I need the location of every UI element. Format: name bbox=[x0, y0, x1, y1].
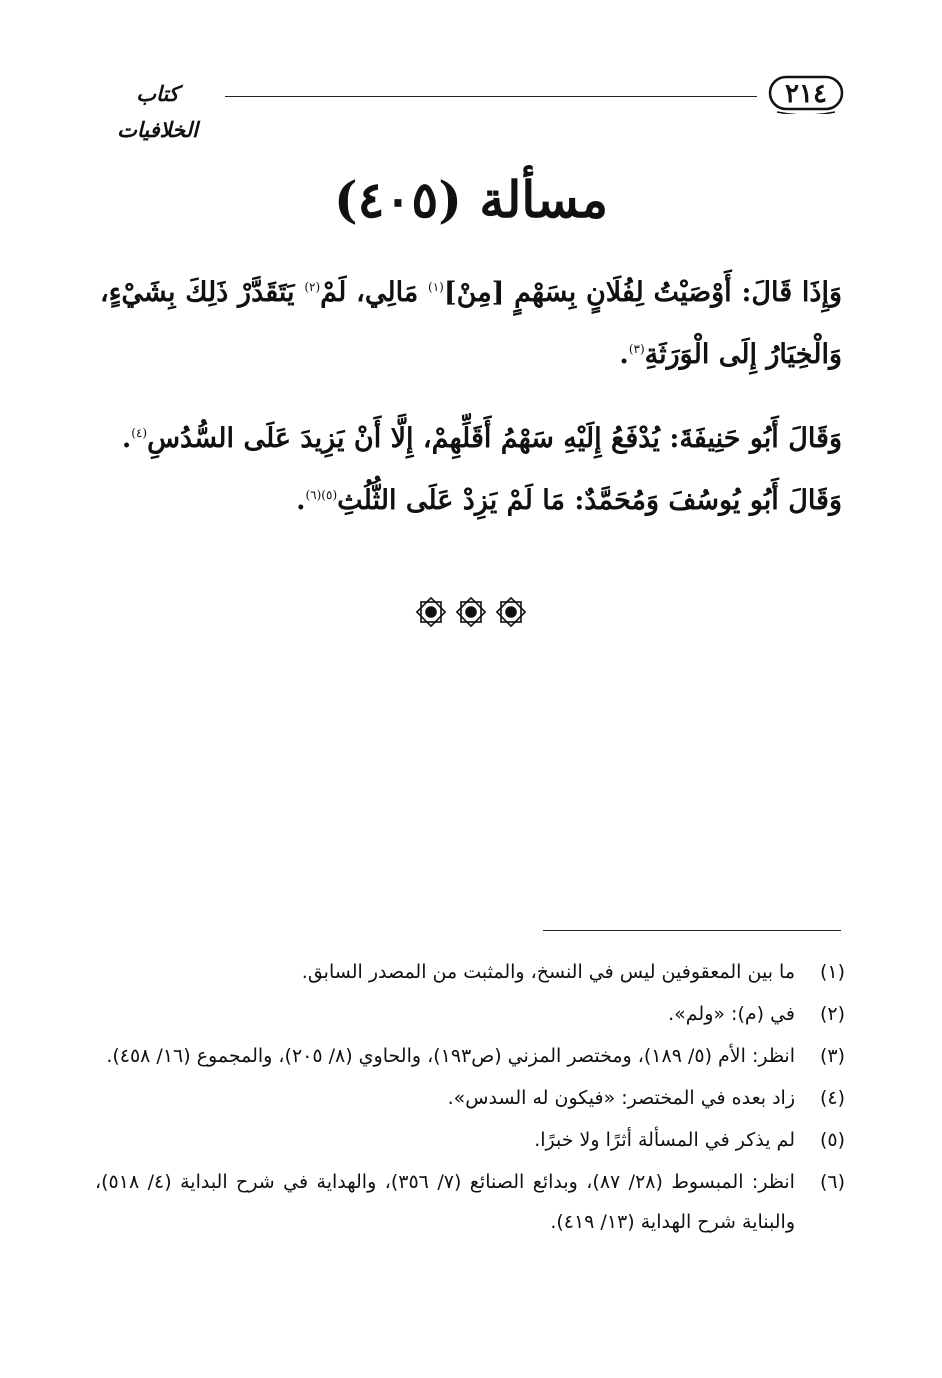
footnote-number: (٢) bbox=[819, 1003, 845, 1025]
issue-title: مسألة (٤٠٥) bbox=[334, 170, 608, 229]
footnote-ref-2[interactable]: (٢) bbox=[304, 280, 321, 294]
page-header bbox=[95, 72, 845, 142]
footnote-ref-3[interactable]: (٣) bbox=[628, 342, 645, 356]
footnote-number: (١) bbox=[819, 961, 845, 983]
footnote-ref-5[interactable]: (٥) bbox=[321, 488, 338, 502]
footnote-item bbox=[95, 1078, 845, 1118]
footnote-item bbox=[95, 1162, 845, 1242]
footnote-separator bbox=[543, 930, 841, 931]
main-text-segment: . bbox=[121, 423, 132, 454]
footnote-item bbox=[95, 1120, 845, 1160]
header-rule bbox=[225, 96, 757, 97]
page-number: ٢١٤ bbox=[785, 79, 827, 109]
footnote-number: (٦) bbox=[819, 1171, 845, 1193]
main-text-segment: وَقَالَ أَبُو يُوسُفَ وَمُحَمَّدٌ: مَا لَمْ يَزِدْ عَلَى الثُّلُثِ bbox=[337, 485, 842, 516]
footnotes bbox=[95, 952, 845, 1242]
main-text-segment: وَقَالَ أَبُو حَنِيفَةَ: يُدْفَعُ إِلَيْهِ سَهْمُ أَقَلِّهِمْ، إِلَّا أَنْ يَزِيدَ عَلَى السُّدُسِ bbox=[147, 423, 842, 454]
footnote-text: في (م): «ولم». bbox=[668, 1003, 795, 1025]
footnote-text: لم يذكر في المسألة أثرًا ولا خبرًا. bbox=[534, 1129, 795, 1151]
main-text-segment: وَإِذَا قَالَ: أَوْصَيْتُ لِفُلَانٍ بِسَهْمٍ [مِنْ] bbox=[443, 277, 842, 308]
footnote-number: (٣) bbox=[819, 1045, 845, 1067]
footnote-text: ما بين المعقوفين ليس في النسخ، والمثبت من المصدر السابق. bbox=[301, 961, 795, 983]
page-number-badge bbox=[767, 74, 845, 114]
main-text-segment: مَالِي، لَمْ bbox=[320, 277, 429, 308]
footnote-text: انظر: المبسوط (٢٨/ ٨٧)، وبدائع الصنائع (٧/ ٣٥٦)، والهداية في شرح البداية (٤/ ٥١٨)، والبناية شرح الهداية (١٣/ ٤١٩). bbox=[95, 1171, 795, 1233]
footnote-number: (٥) bbox=[819, 1129, 845, 1151]
book-title: كتاب الخلافيات bbox=[117, 81, 198, 142]
main-text-segment: . bbox=[296, 485, 306, 516]
footnote-ref-6[interactable]: (٦) bbox=[305, 488, 322, 502]
footnote-item bbox=[95, 1036, 845, 1076]
section-end-ornament-icon bbox=[413, 596, 529, 628]
footnote-text: انظر: الأم (٥/ ١٨٩)، ومختصر المزني (ص١٩٣)، والحاوي (٨/ ٢٠٥)، والمجموع (١٦/ ٤٥٨). bbox=[106, 1045, 795, 1067]
footnote-number: (٤) bbox=[819, 1087, 845, 1109]
main-text-segment: . bbox=[619, 339, 629, 370]
footnote-item bbox=[95, 952, 845, 992]
main-paragraph-1 bbox=[100, 262, 842, 386]
main-text-segment: يَتَقَدَّرْ ذَلِكَ بِشَيْءٍ، وَالْخِيَارُ إِلَى الْوَرَثَةِ bbox=[100, 277, 842, 370]
footnote-ref-1[interactable]: (١) bbox=[428, 280, 444, 294]
main-paragraph-2 bbox=[100, 408, 842, 470]
footnote-text: زاد بعده في المختصر: «فيكون له السدس». bbox=[447, 1087, 795, 1109]
main-paragraph-3 bbox=[100, 470, 842, 532]
footnote-ref-4[interactable]: (٤) bbox=[131, 426, 148, 440]
footnote-item bbox=[95, 994, 845, 1034]
